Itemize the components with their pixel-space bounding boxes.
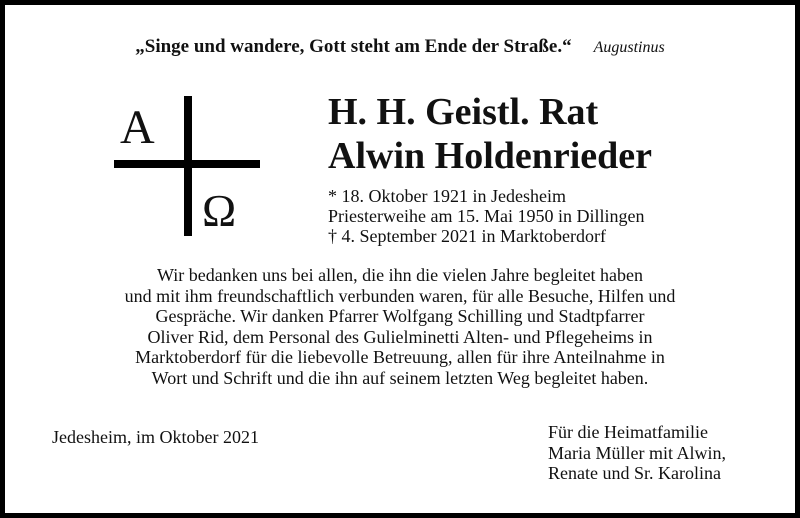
paragraph-line: Gespräche. Wir danken Pfarrer Wolfgang Schilling und Stadtpfarrer <box>155 306 645 326</box>
paragraph-line: Wir bedanken uns bei allen, die ihn die vielen Jahre begleitet haben <box>156 265 644 285</box>
deceased-name: Alwin Holdenrieder <box>328 135 653 177</box>
death-date: † 4. September 2021 in Marktoberdorf <box>328 226 606 246</box>
place-and-date: Jedesheim, im Oktober 2021 <box>52 427 259 447</box>
paragraph-line: Oliver Rid, dem Personal des Gulielminetti Alten- und Pflegeheims in <box>147 326 653 347</box>
alpha-letter: A <box>120 101 155 154</box>
signers-block <box>548 422 726 484</box>
deceased-block <box>328 90 652 246</box>
quote-author: Augustinus <box>593 39 665 56</box>
deceased-title: H. H. Geistl. Rat <box>328 91 599 133</box>
life-dates <box>328 186 652 246</box>
cross-horizontal-bar <box>114 160 260 168</box>
thanks-paragraph <box>0 265 800 388</box>
signer-line: Maria Müller mit Alwin, <box>548 442 726 463</box>
signer-line: Renate und Sr. Karolina <box>548 463 721 483</box>
omega-letter: Ω <box>202 185 237 236</box>
paragraph-line: Marktoberdorf für die liebevolle Betreuung, allen für ihre Anteilnahme in <box>135 347 665 367</box>
birth-date: * 18. Oktober 1921 in Jedesheim <box>328 186 566 206</box>
paragraph-line: und mit ihm freundschaftlich verbunden waren, für alle Besuche, Hilfen und <box>124 285 676 306</box>
paragraph-line: Wort und Schrift und die ihn auf seinem letzten Weg begleitet haben. <box>151 367 649 388</box>
signer-line: Für die Heimatfamilie <box>548 422 708 442</box>
quote-line <box>0 36 800 59</box>
quote-text: „Singe und wandere, Gott steht am Ende der Straße.“ <box>135 36 572 57</box>
alpha-omega-cross-symbol <box>112 96 272 246</box>
ordination-date: Priesterweihe am 15. Mai 1950 in Dillingen <box>328 206 645 226</box>
